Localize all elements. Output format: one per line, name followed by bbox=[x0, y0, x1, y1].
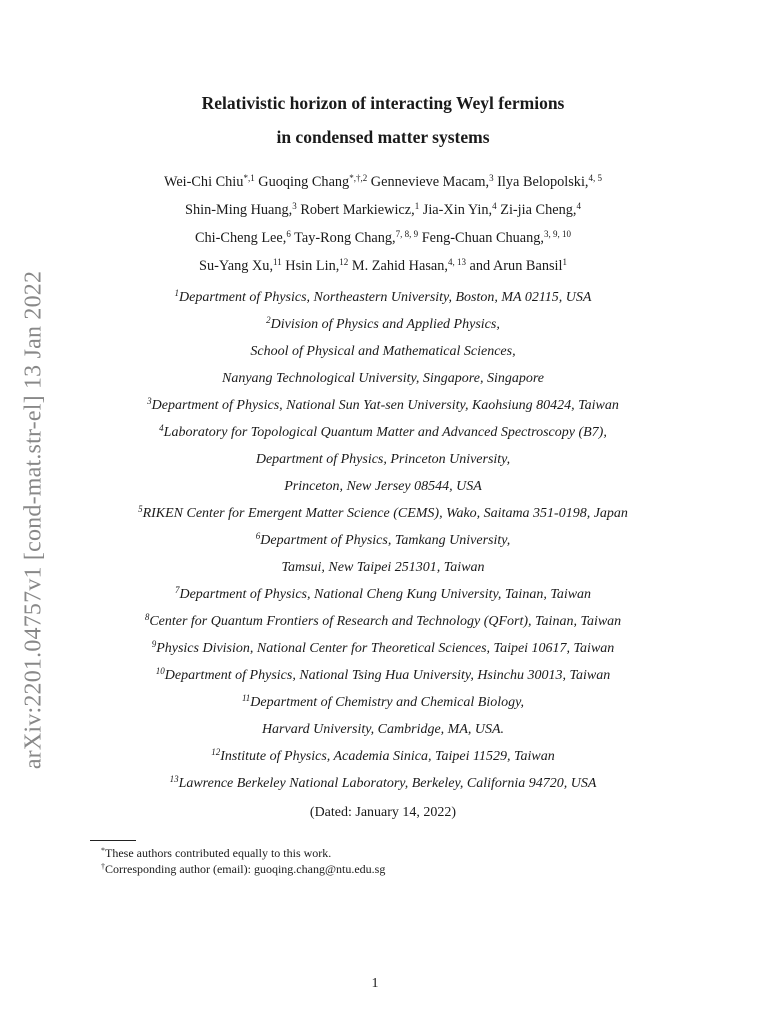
affiliation-line bbox=[90, 311, 676, 338]
title-line-1: Relativistic horizon of interacting Weyl fermions bbox=[201, 93, 565, 113]
author bbox=[422, 230, 571, 246]
author bbox=[199, 258, 282, 274]
footnote bbox=[101, 861, 385, 877]
affiliation-number: 9 bbox=[151, 639, 157, 649]
affiliation-text: Princeton, New Jersey 08544, USA bbox=[284, 479, 482, 494]
affiliation-number: 13 bbox=[169, 774, 179, 784]
affiliation-line bbox=[90, 662, 676, 689]
affiliation-number: 4 bbox=[159, 423, 164, 433]
author-affiliation-mark: 11 bbox=[273, 257, 282, 267]
author-name: Shin-Ming Huang, bbox=[185, 202, 293, 218]
author-affiliation-mark: 12 bbox=[339, 257, 349, 267]
author-name: Tay-Rong Chang, bbox=[294, 230, 396, 246]
author-name: Ilya Belopolski, bbox=[497, 174, 589, 190]
author-name: Chi-Cheng Lee, bbox=[195, 230, 287, 246]
affiliation-text: Department of Physics, National Tsing Hua University, Hsinchu 30013, Taiwan bbox=[164, 668, 611, 683]
affiliation-line bbox=[90, 527, 676, 554]
author-affiliation-mark: *,1 bbox=[243, 173, 255, 183]
affiliation-number: 5 bbox=[138, 504, 143, 514]
affiliation-list bbox=[90, 284, 676, 797]
author-name: Feng-Chuan Chuang, bbox=[421, 230, 544, 246]
affiliation-text: RIKEN Center for Emergent Matter Science (CEMS), Wako, Saitama 351-0198, Japan bbox=[142, 506, 628, 521]
affiliation-text: Laboratory for Topological Quantum Matter and Advanced Spectroscopy (B7), bbox=[163, 425, 607, 440]
affiliation-number: 12 bbox=[211, 747, 221, 757]
author-name: M. Zahid Hasan, bbox=[351, 258, 448, 274]
affiliation-line bbox=[90, 500, 676, 527]
affiliation-line bbox=[90, 689, 676, 716]
arxiv-identifier-stamp: arXiv:2201.04757v1 [cond-mat.str-el] 13 Jan 2022 bbox=[20, 270, 47, 770]
affiliation-line bbox=[90, 743, 676, 770]
affiliation-text: Department of Physics, Tamkang University, bbox=[260, 533, 511, 548]
affiliation-number: 6 bbox=[255, 531, 261, 541]
author-name: Jia-Xin Yin, bbox=[422, 202, 493, 218]
footnote-text: These authors contributed equally to this work. bbox=[105, 846, 332, 860]
footnotes bbox=[101, 845, 385, 877]
author-line bbox=[90, 252, 676, 280]
author-name: and Arun Bansil bbox=[469, 258, 563, 274]
author-affiliation-mark: 4 bbox=[576, 201, 581, 211]
author bbox=[470, 258, 567, 274]
footnote-text: Corresponding author (email): guoqing.chang@ntu.edu.sg bbox=[105, 862, 386, 876]
affiliation-line bbox=[90, 392, 676, 419]
affiliation-text: Center for Quantum Frontiers of Research and Technology (QFort), Tainan, Taiwan bbox=[149, 614, 622, 629]
author bbox=[497, 174, 602, 190]
page-number: 1 bbox=[371, 976, 379, 991]
author bbox=[300, 202, 419, 218]
author-name: Zi-jia Cheng, bbox=[500, 202, 577, 218]
author-affiliation-mark: 3, 9, 10 bbox=[544, 229, 571, 239]
author-name: Su-Yang Xu, bbox=[199, 258, 274, 274]
paper-title-page bbox=[90, 86, 676, 827]
author-name: Robert Markiewicz, bbox=[300, 202, 415, 218]
author-name: Guoqing Chang bbox=[258, 174, 350, 190]
affiliation-line bbox=[90, 419, 676, 446]
affiliation-line bbox=[90, 284, 676, 311]
affiliation-number: 11 bbox=[241, 693, 251, 703]
affiliation-text: Physics Division, National Center for Theoretical Sciences, Taipei 10617, Taiwan bbox=[156, 641, 615, 656]
affiliation-line bbox=[90, 473, 676, 500]
author bbox=[423, 202, 497, 218]
paper-title bbox=[90, 86, 676, 154]
author-affiliation-mark: 4, 5 bbox=[588, 173, 603, 183]
author bbox=[500, 202, 581, 218]
author bbox=[371, 174, 494, 190]
affiliation-text: Department of Physics, National Sun Yat-sen University, Kaohsiung 80424, Taiwan bbox=[151, 398, 619, 413]
affiliation-line bbox=[90, 554, 676, 581]
author bbox=[164, 174, 255, 190]
affiliation-number: 1 bbox=[174, 288, 180, 298]
author-affiliation-mark: *,†,2 bbox=[349, 173, 368, 183]
affiliation-text: School of Physical and Mathematical Sciences, bbox=[250, 344, 516, 359]
author-affiliation-mark: 4, 13 bbox=[447, 257, 466, 267]
affiliation-line bbox=[90, 446, 676, 473]
affiliation-line bbox=[90, 635, 676, 662]
author bbox=[195, 230, 291, 246]
author bbox=[285, 258, 348, 274]
affiliation-number: 7 bbox=[174, 585, 180, 595]
date-line: (Dated: January 14, 2022) bbox=[309, 805, 457, 820]
author-line bbox=[90, 196, 676, 224]
affiliation-text: Lawrence Berkeley National Laboratory, Berkeley, California 94720, USA bbox=[178, 776, 597, 791]
affiliation-text: Department of Chemistry and Chemical Biology, bbox=[250, 695, 525, 710]
author-affiliation-mark: 4 bbox=[492, 201, 497, 211]
affiliation-text: Tamsui, New Taipei 251301, Taiwan bbox=[281, 560, 485, 575]
affiliation-number: 8 bbox=[144, 612, 150, 622]
footnote-mark: † bbox=[101, 862, 105, 871]
author-affiliation-mark: 1 bbox=[414, 201, 420, 211]
author-affiliation-mark: 3 bbox=[489, 173, 494, 183]
affiliation-line bbox=[90, 338, 676, 365]
author-list bbox=[90, 168, 676, 280]
author bbox=[352, 258, 466, 274]
affiliation-line bbox=[90, 716, 676, 743]
affiliation-text: Department of Physics, National Cheng Kung University, Tainan, Taiwan bbox=[179, 587, 592, 602]
author bbox=[185, 202, 297, 218]
author-name: Gennevieve Macam, bbox=[370, 174, 490, 190]
affiliation-text: Department of Physics, Princeton University, bbox=[255, 452, 511, 467]
author bbox=[258, 174, 367, 190]
title-line-2: in condensed matter systems bbox=[276, 127, 490, 147]
affiliation-line bbox=[90, 581, 676, 608]
affiliation-text: Institute of Physics, Academia Sinica, Taipei 11529, Taiwan bbox=[220, 749, 555, 764]
author-affiliation-mark: 6 bbox=[286, 229, 291, 239]
author-name: Hsin Lin, bbox=[285, 258, 340, 274]
footnote-mark: * bbox=[101, 846, 105, 855]
affiliation-number: 2 bbox=[266, 315, 271, 325]
author-affiliation-mark: 7, 8, 9 bbox=[395, 229, 419, 239]
affiliation-line bbox=[90, 608, 676, 635]
affiliation-number: 3 bbox=[147, 396, 152, 406]
author-affiliation-mark: 1 bbox=[562, 257, 567, 267]
footnote-rule bbox=[90, 840, 136, 841]
author-name: Wei-Chi Chiu bbox=[163, 174, 244, 190]
affiliation-text: Harvard University, Cambridge, MA, USA. bbox=[261, 722, 505, 737]
affiliation-number: 10 bbox=[155, 666, 165, 676]
author-affiliation-mark: 3 bbox=[292, 201, 297, 211]
author bbox=[294, 230, 418, 246]
affiliation-line bbox=[90, 770, 676, 797]
footnote bbox=[101, 845, 385, 861]
author-line bbox=[90, 168, 676, 196]
affiliation-text: Division of Physics and Applied Physics, bbox=[270, 317, 500, 332]
affiliation-line bbox=[90, 365, 676, 392]
affiliation-text: Department of Physics, Northeastern University, Boston, MA 02115, USA bbox=[179, 290, 592, 305]
affiliation-text: Nanyang Technological University, Singapore, Singapore bbox=[222, 371, 544, 386]
author-line bbox=[90, 224, 676, 252]
